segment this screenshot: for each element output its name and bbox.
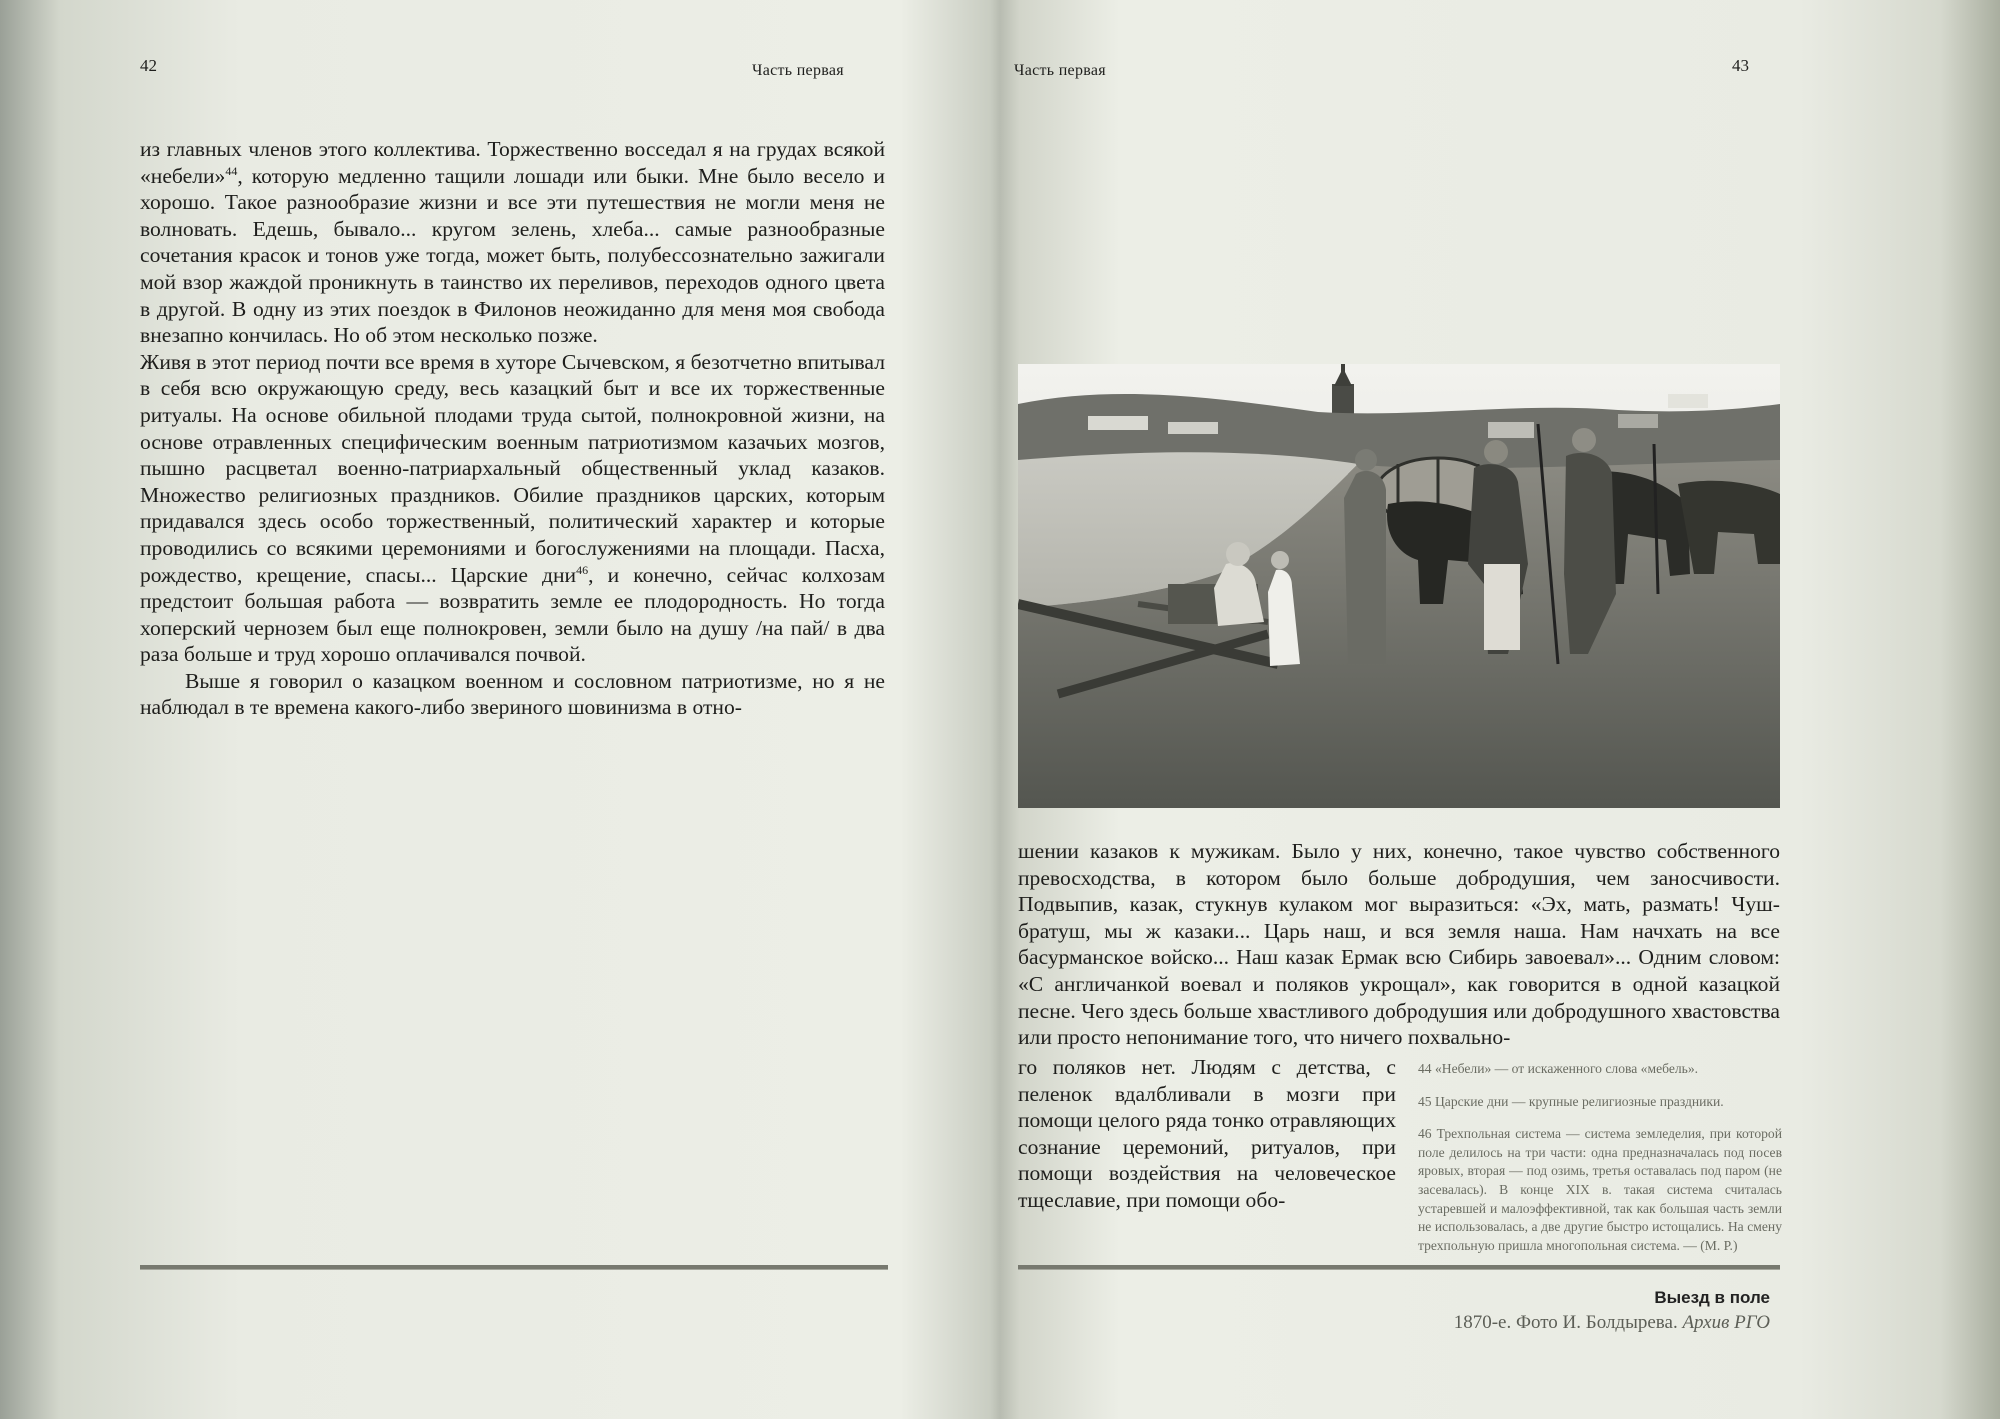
- paragraph: шении казаков к мужикам. Было у них, конечно, такое чувство собственного превосходства, в котором было больше добродушия, чем заносчивости. Подвыпив, казак, стукнув кулаком мог выразиться: «Эх, мать, размать! Чуш-братуш, мы ж казаки... Царь наш, и вся земля наша. Нам начхать на все басурманское войско... Наш казак Ермак всю Сибирь завоевал»... Одним словом: «С англичанкой воевал и поляков укрощал», как говорится в одной казацкой песне. Чего здесь больше хвастливого добродушия или добродушного хвастовства или просто непонимание того, что ничего похвально-: [1018, 839, 1780, 1050]
- bottom-rule-right: [1018, 1265, 1780, 1270]
- bottom-rule-left: [140, 1265, 888, 1270]
- right-page-number: 43: [1732, 56, 1749, 75]
- paragraph: Выше я говорил о казацком военном и сословном патриотизме, но я не наблюдал в те времена какого-либо звериного шовинизма в отно-: [140, 668, 885, 720]
- photo-illustration: [1018, 364, 1780, 808]
- photo-caption-title: Выезд в поле: [1654, 1288, 1770, 1307]
- caption-date-photographer: 1870-е. Фото И. Болдырева.: [1453, 1312, 1678, 1333]
- historic-photo: [1018, 364, 1780, 808]
- left-page-body: [140, 136, 885, 721]
- paragraph: Живя в этот период почти все время в хуторе Сычевском, я безотчетно впитывал в себя всю окружающую среду, весь казацкий быт и все их торжественные ритуалы. На основе обильной плодами труда сытой, полнокровной жизни, на основе отравленных специфическим военным патриотизмом казачьих мозгов, пышно расцветал военно-патриархальный общественный уклад казаков. Множество религиозных праздников. Обилие праздников царских, которым придавался здесь особо торжественный, политический характер и которые проводились со всякими церемониями и богослужениями на площади. Пасха, рождество, крещение, спасы... Царские дни$^{46}$, и конечно, сейчас колхозам предстоит большая работа — возвратить земле ее плодородность. Но тогда хоперский чернозем был еще полнокровен, земли было на душу /на пай/ в два раза больше и труд хорошо оплачивался почвой.: [140, 349, 885, 667]
- left-page-number: 42: [140, 56, 157, 75]
- footnote-45: 45 Царские дни — крупные религиозные праздники.: [1418, 1093, 1724, 1109]
- footnote-44: 44 «Небели» — от искаженного слова «мебель».: [1418, 1061, 1699, 1076]
- right-page-body: [1018, 838, 1780, 1051]
- footnotes: [1418, 1060, 1782, 1265]
- footnote-ref[interactable]: 46: [576, 562, 589, 577]
- right-page-body-narrow: [1018, 1054, 1396, 1214]
- footnote-ref[interactable]: 44: [225, 163, 238, 178]
- paragraph: из главных членов этого коллектива. Торжественно восседал я на грудах всякой «небели»$^{44}$, которую медленно тащили лошади или быки. Мне было весело и хорошо. Такое разнообразие жизни и все эти путешествия не могли меня не волновать. Едешь, бывало... кругом зелень, хлеба... самые разнообразные сочетания красок и тонов уже тогда, может быть, полубессознательно зажигали мой взор жаждой проникнуть в таинство их переливов, переходов одного цвета в другой. В одну из этих поездок в Филонов неожиданно для меня моя свобода внезапно кончилась. Но об этом несколько позже.: [140, 137, 885, 348]
- footnote-46: 46 Трехпольная система — система земледелия, при которой поле делилось на три части: одна предназначалась под посев яровых, вторая — под озимь, третья оставалась под паром (не засевалась). В конце XIX в. такая система считалась устаревшей и малоэффективной, так как большая часть земли не использовалась, а две другие быстро истощались. На смену трехпольную пришла многопольная система. — (М. Р.): [1418, 1126, 1782, 1253]
- paragraph: го поляков нет. Людям с детства, с пеленок вдалбливали в мозги при помощи целого ряда тонко отравляющих сознание церемоний, ритуалов, при помощи воздействия на человеческое тщеславие, при помощи обо-: [1018, 1055, 1396, 1212]
- left-running-head: Часть первая: [752, 62, 844, 79]
- caption-archive: Архив РГО: [1682, 1312, 1770, 1333]
- photo-caption-credit: [1454, 1312, 1770, 1334]
- right-running-head: Часть первая: [1014, 62, 1106, 79]
